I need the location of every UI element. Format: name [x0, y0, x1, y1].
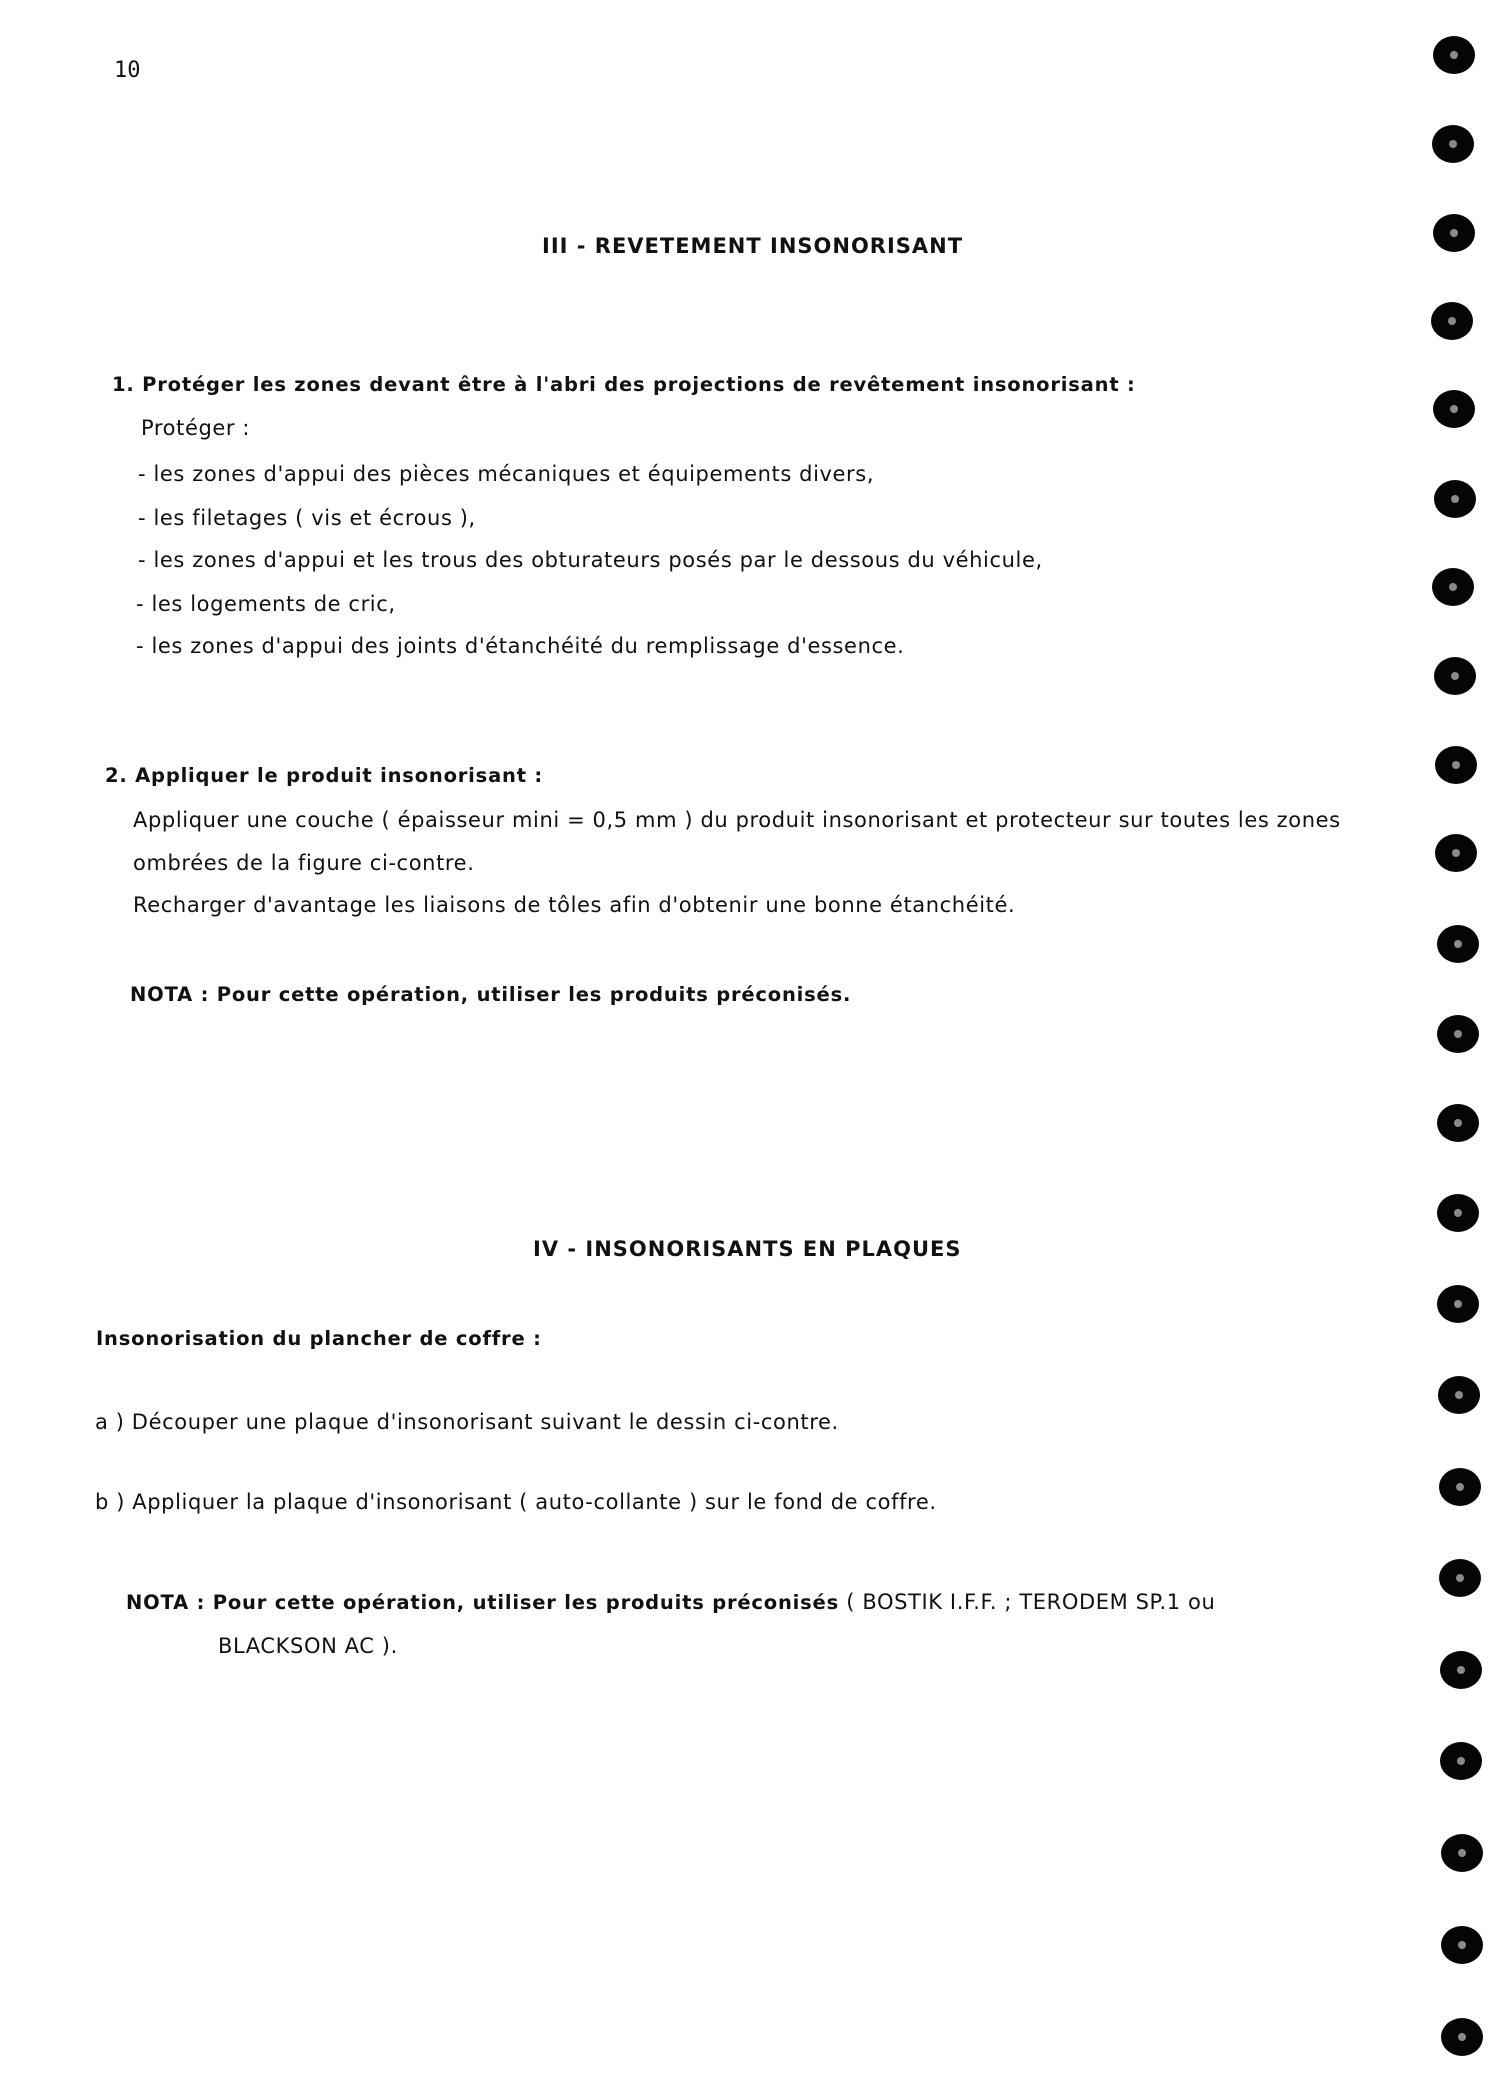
step-1-item: - les logements de cric,	[136, 592, 396, 616]
step-a: a ) Découper une plaque d'insonorisant suivant le dessin ci-contre.	[95, 1410, 839, 1434]
step-1-heading: 1. Protéger les zones devant être à l'abri des projections de revêtement insonorisant :	[112, 373, 1136, 396]
binding-hole-icon	[1437, 1015, 1479, 1053]
step-1-item: - les zones d'appui et les trous des obturateurs posés par le dessous du véhicule,	[138, 548, 1043, 572]
binding-hole-icon	[1433, 390, 1475, 428]
section-3-title: III - REVETEMENT INSONORISANT	[542, 234, 964, 258]
binding-hole-icon	[1435, 834, 1477, 872]
section-4-nota	[126, 1590, 1215, 1614]
binding-hole-icon	[1441, 2018, 1483, 2056]
binding-hole-icon	[1438, 1376, 1480, 1414]
binding-hole-icon	[1441, 1926, 1483, 1964]
step-2-nota: NOTA : Pour cette opération, utiliser les produits préconisés.	[130, 983, 852, 1006]
section-4-title: IV - INSONORISANTS EN PLAQUES	[533, 1237, 962, 1261]
binding-hole-icon	[1433, 36, 1475, 74]
binding-hole-icon	[1439, 1559, 1481, 1597]
binding-hole-icon	[1440, 1742, 1482, 1780]
step-2-text: Appliquer une couche ( épaisseur mini = 0,5 mm ) du produit insonorisant et protecteur sur toutes les zones	[133, 808, 1341, 832]
binding-hole-icon	[1433, 214, 1475, 252]
binding-holes	[1426, 0, 1486, 2098]
binding-hole-icon	[1437, 1194, 1479, 1232]
binding-hole-icon	[1439, 1468, 1481, 1506]
step-b: b ) Appliquer la plaque d'insonorisant ( auto-collante ) sur le fond de coffre.	[95, 1490, 937, 1514]
section-4-nota-continued: BLACKSON AC ).	[218, 1634, 398, 1658]
binding-hole-icon	[1434, 480, 1476, 518]
binding-hole-icon	[1432, 125, 1474, 163]
binding-hole-icon	[1432, 568, 1474, 606]
binding-hole-icon	[1437, 925, 1479, 963]
step-2-text: Recharger d'avantage les liaisons de tôles afin d'obtenir une bonne étanchéité.	[133, 893, 1016, 917]
step-1-item: - les zones d'appui des pièces mécaniques et équipements divers,	[138, 462, 875, 486]
step-1-intro: Protéger :	[141, 416, 251, 440]
binding-hole-icon	[1437, 1104, 1479, 1142]
binding-hole-icon	[1440, 1651, 1482, 1689]
step-2-text: ombrées de la figure ci-contre.	[133, 851, 475, 875]
binding-hole-icon	[1437, 1285, 1479, 1323]
section-4-nota-products: ( BOSTIK I.F.F. ; TERODEM SP.1 ou	[846, 1590, 1216, 1614]
step-1-item: - les zones d'appui des joints d'étanchéité du remplissage d'essence.	[136, 634, 905, 658]
section-4-nota-label: NOTA : Pour cette opération, utiliser les produits préconisés	[126, 1591, 839, 1614]
section-4-subheading: Insonorisation du plancher de coffre :	[96, 1327, 542, 1350]
binding-hole-icon	[1434, 657, 1476, 695]
step-2-heading: 2. Appliquer le produit insonorisant :	[105, 764, 544, 787]
step-1-item: - les filetages ( vis et écrous ),	[138, 506, 476, 530]
page-number: 10	[114, 58, 141, 83]
binding-hole-icon	[1435, 746, 1477, 784]
binding-hole-icon	[1431, 302, 1473, 340]
binding-hole-icon	[1441, 1834, 1483, 1872]
